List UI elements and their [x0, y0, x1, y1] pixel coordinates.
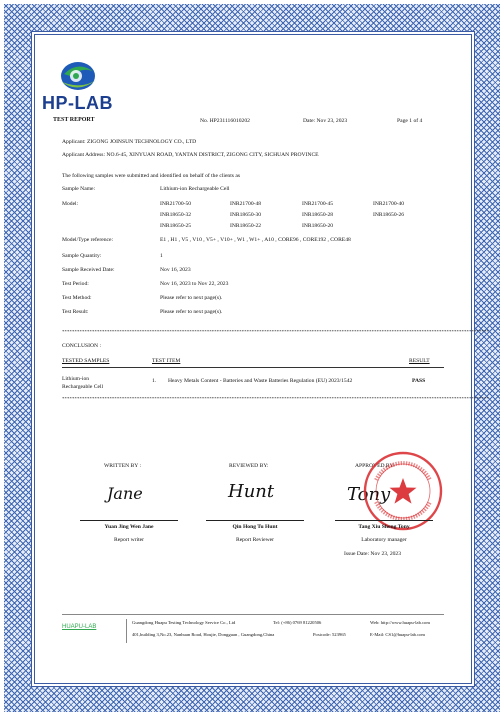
approved-by-label: APPROVED BY:: [355, 463, 395, 469]
model-cell: INR21700-45: [302, 201, 334, 207]
sample-name-value: Lithium-ion Rechargeable Cell: [160, 186, 230, 192]
approver-name: Tang Xiu Sheng Tony: [358, 524, 410, 530]
model-cell: INR18650-32: [160, 212, 192, 218]
reviewed-by-label: REVIEWED BY:: [229, 463, 269, 469]
writer-signature: Jane: [107, 484, 143, 503]
reviewer-name: Qin Hong Tu Hunt: [232, 524, 278, 530]
model-cell: INR18650-30: [230, 212, 262, 218]
footer-address: 401,building 3,No.23, Nanhuan Road, Houjie, Dongguan , Guangdong,China: [132, 632, 275, 637]
footer-brand: HUAPU-LAB: [62, 624, 97, 630]
logo-text: HP-LAB: [42, 93, 113, 113]
model-type-value: E1 , H1 , V5 , V10 , V5+ , V10+ , W1 , W1+ , A10 , CORE96 , CORE192 , CORE48: [160, 237, 351, 243]
writer-name: Yuan Jing Wen Jane: [104, 524, 154, 530]
method-value: Please refer to next page(s).: [160, 295, 223, 301]
footer-vertical-divider: [126, 619, 127, 643]
model-cell: INR18650-25: [160, 223, 192, 229]
sample-line-1: Lithium-ion: [62, 376, 90, 382]
col-result: RESULT: [409, 358, 430, 364]
sample-name-label: Sample Name:: [62, 186, 96, 192]
result-label: Test Result:: [62, 309, 89, 315]
separator-stars: ***************************************************************************************************************************************************************************: [62, 329, 489, 334]
item-text: Heavy Metals Content - Batteries and Waste Batteries Regulation (EU) 2023/1542: [168, 378, 353, 384]
report-date: Date: Nov 23, 2023: [303, 118, 348, 124]
footer-postcode: Postcode: 523965: [313, 632, 346, 637]
reviewer-signature: Hunt: [228, 481, 275, 502]
model-cell: INR21700-40: [373, 201, 405, 207]
footer-email: E-Mail: CS1@huapu-lab.com: [370, 632, 426, 637]
item-result: PASS: [412, 378, 426, 384]
model-cell: INR18650-26: [373, 212, 405, 218]
footer-company: Guangdong Huapu Testing Technology Service Co., Ltd: [132, 620, 236, 625]
method-label: Test Method:: [62, 295, 92, 301]
footer-tel: Tel: (+86) 0769 81220506: [273, 620, 322, 625]
model-cell: INR21700-50: [160, 201, 192, 207]
col-test-item: TEST ITEM: [152, 358, 181, 364]
approver-signature: Tony: [347, 484, 391, 505]
report-number: No. HP231116010202: [200, 118, 250, 124]
quantity-label: Sample Quantity:: [62, 253, 102, 259]
col-tested-samples: TESTED SAMPLES: [62, 358, 110, 364]
separator-stars: ***************************************************************************************************************************************************************************: [62, 396, 489, 401]
writer-sign-line: [80, 520, 178, 521]
approver-role: Laboratory manager: [361, 537, 407, 543]
received-value: Nov 16, 2023: [160, 267, 191, 273]
item-number: 1.: [152, 378, 157, 384]
page-indicator: Page 1 of 4: [397, 118, 423, 124]
footer-divider: [62, 614, 444, 615]
model-cell: INR18650-22: [230, 223, 262, 229]
written-by-label: WRITTEN BY :: [104, 463, 142, 469]
received-label: Sample Received Date:: [62, 267, 115, 273]
sample-line-2: Rechargeable Cell: [62, 384, 104, 390]
reviewer-role: Report Reviewer: [235, 537, 275, 543]
footer-web: Web: http://www.huapu-lab.com: [370, 620, 430, 625]
conclusion-title: CONCLUSION :: [62, 343, 102, 349]
model-cell: INR18650-20: [302, 223, 334, 229]
model-cell: INR18650-28: [302, 212, 334, 218]
model-type-label: Model/Type reference:: [62, 237, 114, 243]
period-label: Test Period:: [62, 281, 89, 287]
quantity-value: 1: [160, 253, 163, 259]
intro-text: The following samples were submitted and identified on behalf of the clients as: [62, 173, 241, 179]
applicant-name: Applicant: ZIGONG JOINSUN TECHNOLOGY CO., LTD: [62, 139, 197, 145]
writer-role: Report writer: [114, 537, 144, 543]
period-value: Nov 16, 2023 to Nov 22, 2023: [160, 281, 229, 287]
doc-title: TEST REPORT: [53, 117, 95, 123]
reviewer-sign-line: [206, 520, 304, 521]
conclusion-divider: [62, 367, 444, 368]
result-value: Please refer to next page(s).: [160, 309, 223, 315]
applicant-address: Applicant Address: NO.6-45, XINYUAN ROAD, YANTAN DISTRICT, ZIGONG CITY, SICHUAN PROVINCE: [62, 152, 319, 158]
model-label: Model:: [62, 201, 79, 207]
model-cell: INR21700-48: [230, 201, 262, 207]
issue-date: Issue Date: Nov 23, 2023: [344, 551, 402, 557]
approver-sign-line: [335, 520, 433, 521]
